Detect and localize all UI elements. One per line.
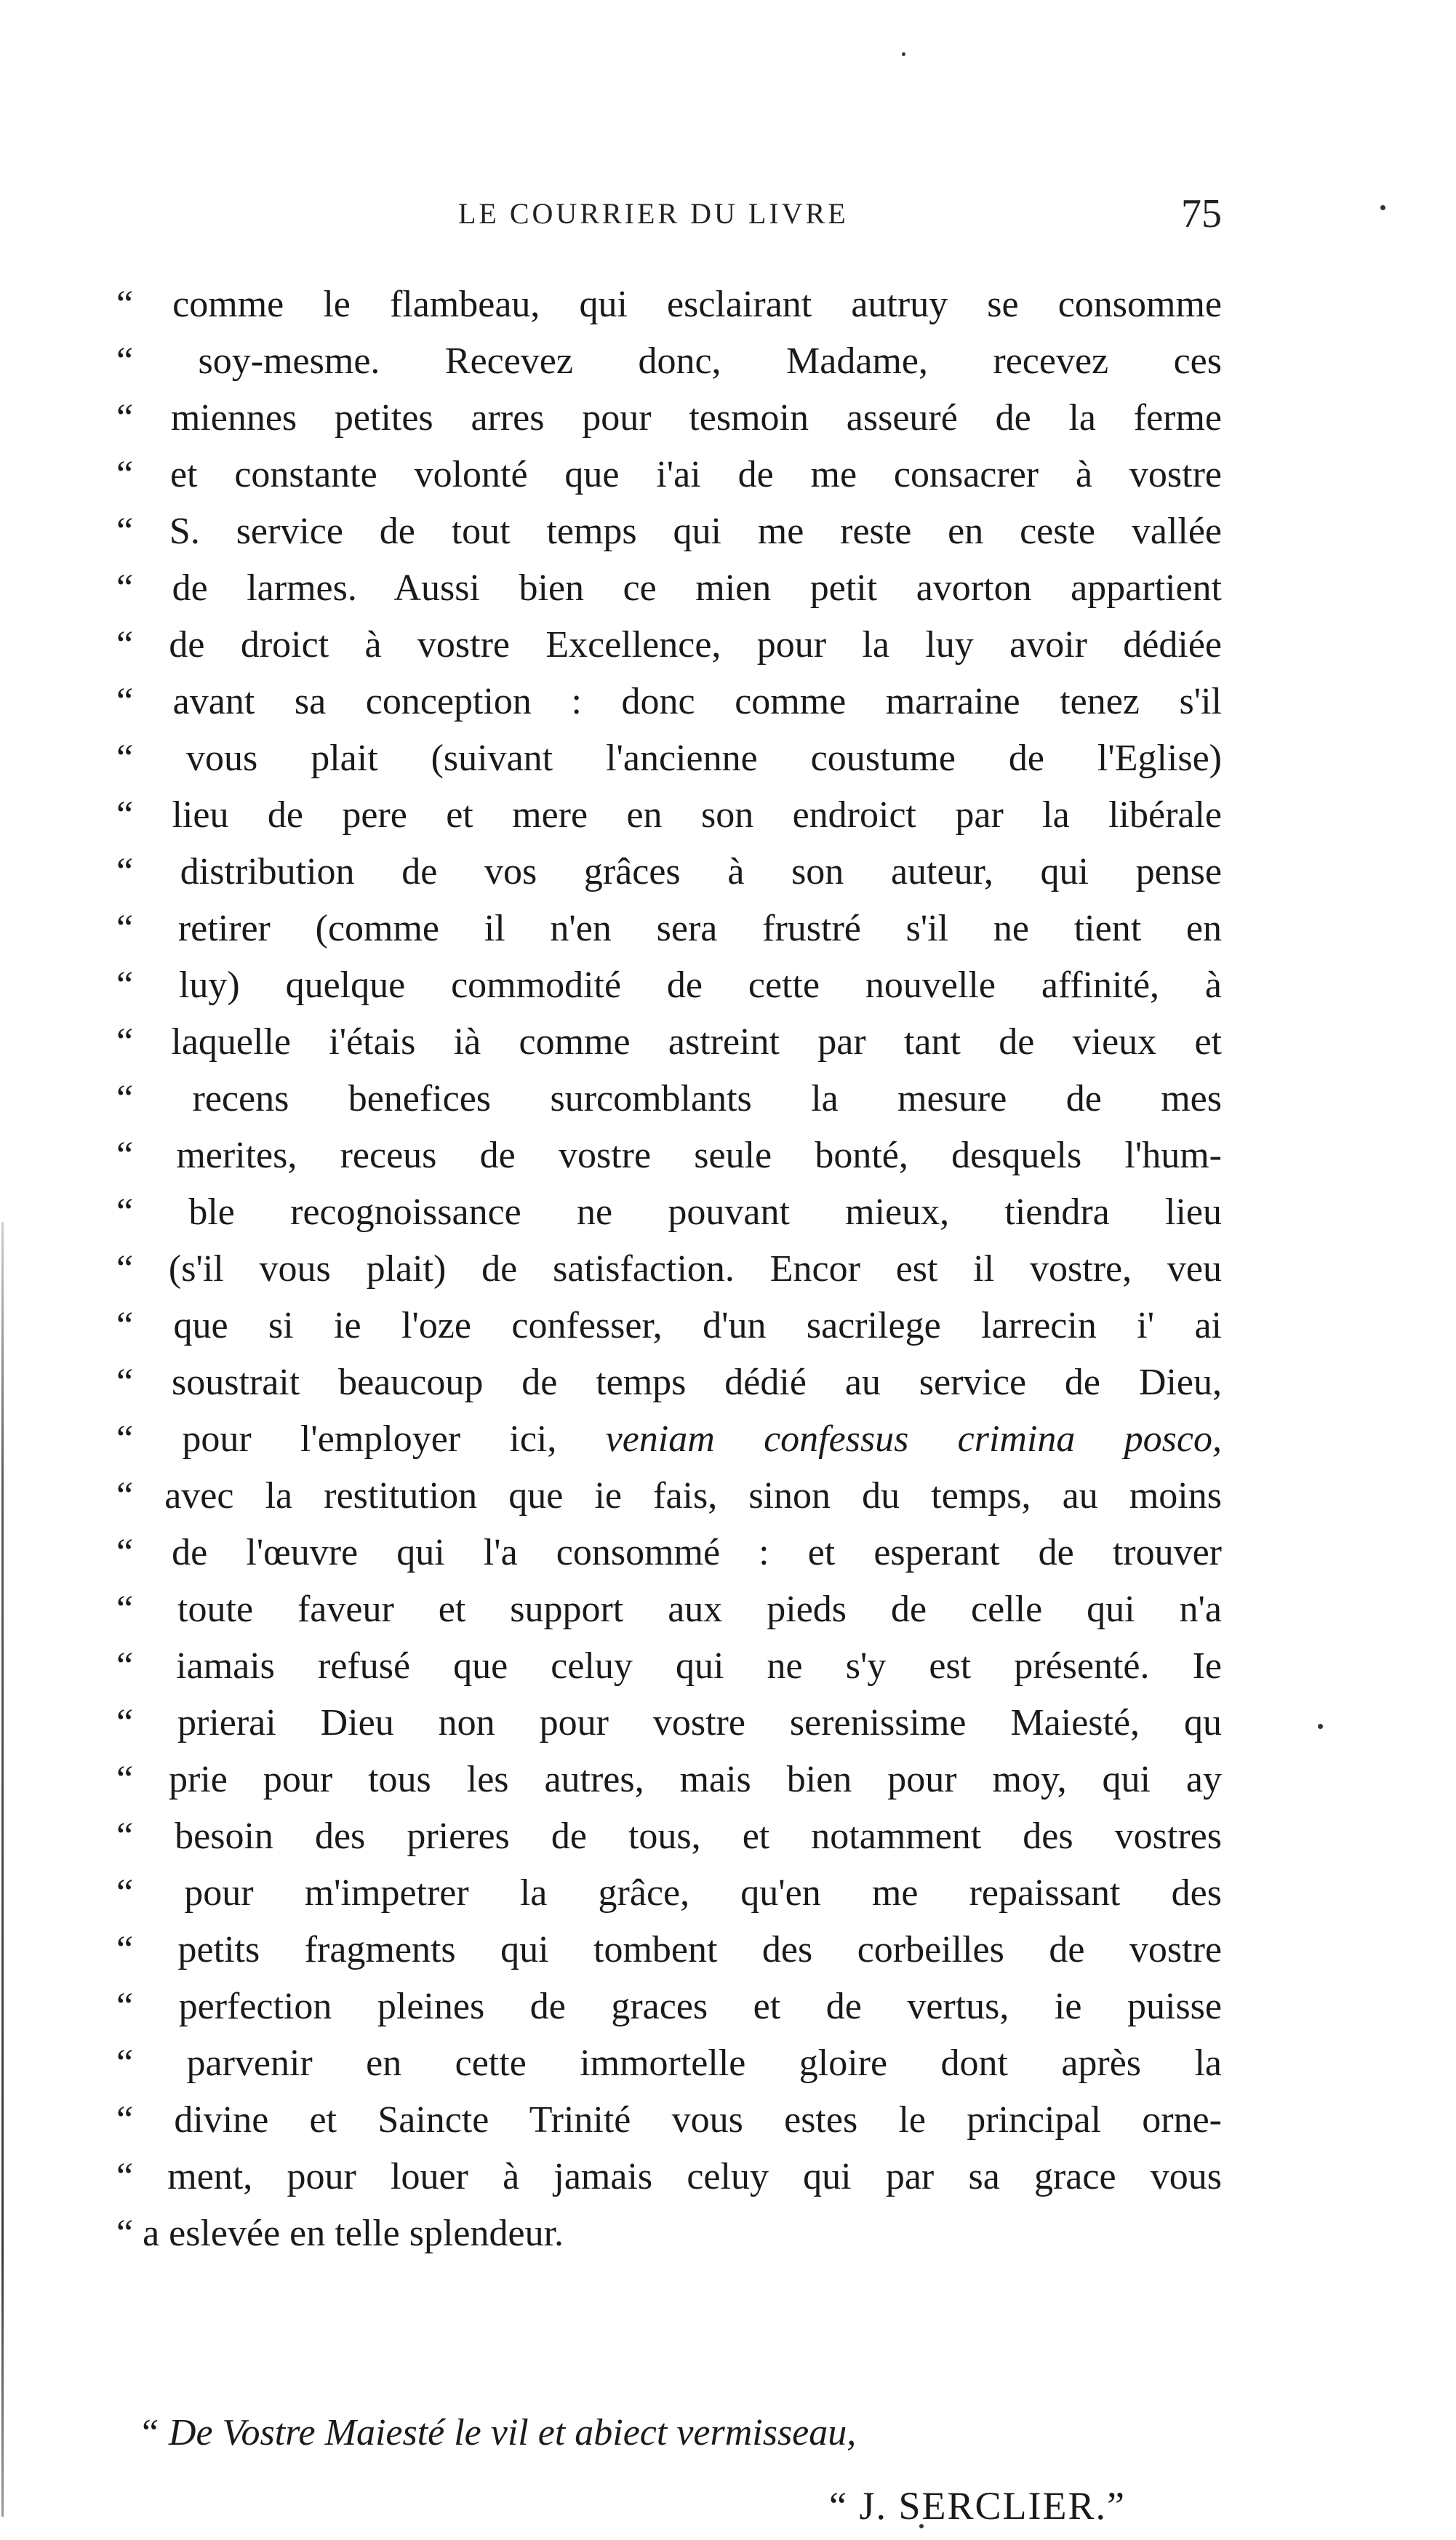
text-line: “ divine et Saincte Trinité vous estes le principal orne- bbox=[116, 2099, 1222, 2141]
signature: “ J. SERCLIER.” bbox=[829, 2484, 1126, 2528]
text-line: “ distribution de vos grâces à son auteur, qui pense bbox=[116, 851, 1222, 892]
text-line: “ de l'œuvre qui l'a consommé : et esperant de trouver bbox=[116, 1532, 1222, 1573]
text-line: “ besoin des prieres de tous, et notamment des vostres bbox=[116, 1816, 1222, 1857]
text-line: “ pour m'impetrer la grâce, qu'en me repaissant des bbox=[116, 1872, 1222, 1914]
text-line: “ merites, receus de vostre seule bonté, desquels l'hum- bbox=[116, 1135, 1222, 1176]
text-line: “ et constante volonté que i'ai de me consacrer à vostre bbox=[116, 454, 1222, 495]
text-line: “ petits fragments qui tombent des corbeilles de vostre bbox=[116, 1929, 1222, 1970]
body-text bbox=[116, 276, 1222, 2262]
ink-speck bbox=[902, 52, 905, 56]
running-title: LE COURRIER DU LIVRE bbox=[458, 197, 849, 230]
running-head bbox=[116, 191, 1222, 241]
text-line: “ que si ie l'oze confesser, d'un sacrilege larrecin i' ai bbox=[116, 1305, 1222, 1346]
text-line: “ prierai Dieu non pour vostre serenissime Maiesté, qu bbox=[116, 1702, 1222, 1744]
ink-speck bbox=[1380, 205, 1385, 210]
text-line: “ de droict à vostre Excellence, pour la luy avoir dédiée bbox=[116, 624, 1222, 666]
text-line: “ S. service de tout temps qui me reste en ceste vallée bbox=[116, 511, 1222, 552]
text-line: “ parvenir en cette immortelle gloire dont après la bbox=[116, 2042, 1222, 2084]
text-line: “ de larmes. Aussi bien ce mien petit avorton appartient bbox=[116, 567, 1222, 609]
text-line: “ prie pour tous les autres, mais bien pour moy, qui ay bbox=[116, 1759, 1222, 1800]
text-line: “ recens benefices surcomblants la mesure de mes bbox=[116, 1078, 1222, 1119]
text-line: “ laquelle i'étais ià comme astreint par tant de vieux et bbox=[116, 1021, 1222, 1063]
text-line: “ avec la restitution que ie fais, sinon du temps, au moins bbox=[116, 1475, 1222, 1517]
text-line: “ soy-mesme. Recevez donc, Madame, recevez ces bbox=[116, 340, 1222, 382]
page-number: 75 bbox=[1181, 191, 1222, 236]
text-line: “ perfection pleines de graces et de vertus, ie puisse bbox=[116, 1986, 1222, 2027]
text-line: “ luy) quelque commodité de cette nouvelle affinité, à bbox=[116, 965, 1222, 1006]
text-line: “ ble recognoissance ne pouvant mieux, tiendra lieu bbox=[116, 1191, 1222, 1233]
text-line: “ avant sa conception : donc comme marraine tenez s'il bbox=[116, 681, 1222, 722]
text-line: “ lieu de pere et mere en son endroict par la libérale bbox=[116, 794, 1222, 836]
text-line-last: “ a eslevée en telle splendeur. bbox=[116, 2213, 564, 2254]
text-line-with-latin bbox=[116, 1411, 1222, 1468]
text-line: “ iamais refusé que celuy qui ne s'y est présenté. Ie bbox=[116, 1645, 1222, 1687]
page-edge-shadow bbox=[1, 1222, 4, 2517]
ink-speck bbox=[1318, 1724, 1323, 1729]
text-line: “ comme le flambeau, qui esclairant autruy se consomme bbox=[116, 284, 1222, 325]
closing-salutation: “ De Vostre Maiesté le vil et abiect vermisseau, bbox=[138, 2412, 857, 2453]
latin-quotation: veniam confessus crimina posco, bbox=[605, 1418, 1222, 1460]
text-line: “ toute faveur et support aux pieds de celle qui n'a bbox=[116, 1589, 1222, 1630]
text-line: “ miennes petites arres pour tesmoin asseuré de la ferme bbox=[116, 397, 1222, 439]
text-line: “ retirer (comme il n'en sera frustré s'il ne tient en bbox=[116, 908, 1222, 949]
line-start: “ pour l'employer ici, bbox=[116, 1418, 606, 1460]
text-line: “ vous plait (suivant l'ancienne coustume de l'Eglise) bbox=[116, 738, 1222, 779]
text-line: “ soustrait beaucoup de temps dédié au service de Dieu, bbox=[116, 1362, 1222, 1403]
text-line: “ ment, pour louer à jamais celuy qui par sa grace vous bbox=[116, 2156, 1222, 2197]
text-line: “ (s'il vous plait) de satisfaction. Encor est il vostre, veu bbox=[116, 1248, 1222, 1290]
